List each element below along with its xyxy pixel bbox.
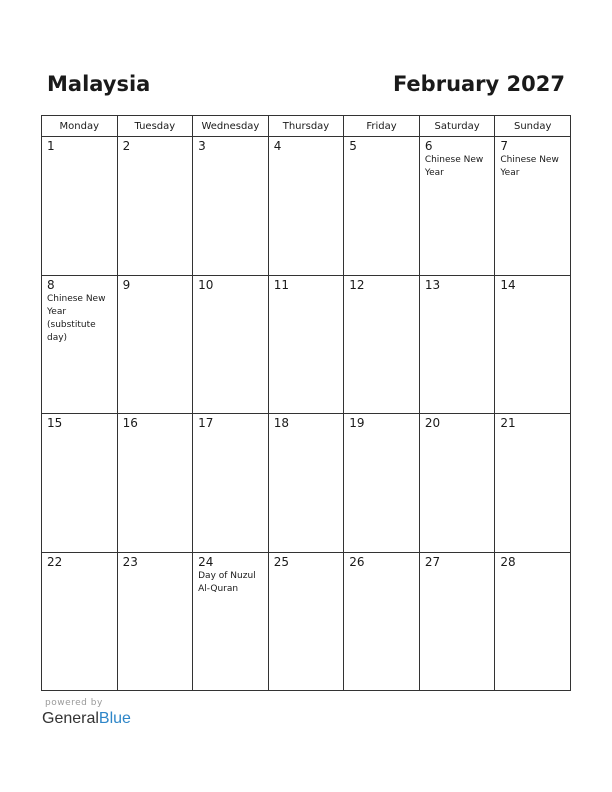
day-cell [117,275,193,414]
day-number: 24 [198,554,214,569]
day-cell [117,552,193,691]
weekday-header-friday: Friday [344,116,420,137]
day-number: 18 [273,416,289,430]
day-cell [42,414,118,553]
weekday-header-thursday: Thursday [268,116,344,137]
day-cell [344,552,420,691]
day-number: 12 [349,277,365,292]
day-cell [344,414,420,553]
day-number: 23 [122,554,138,569]
day-cell [495,414,571,553]
day-number: 22 [47,554,63,569]
day-cell [193,137,269,276]
day-cell [495,552,571,691]
day-cell [419,552,495,691]
day-number: 21 [500,416,516,430]
day-cell [42,275,118,414]
day-cell [117,414,193,553]
day-number: 14 [500,277,516,292]
day-number: 11 [273,277,289,292]
weekday-header-wednesday: Wednesday [193,116,269,137]
holiday-label: Chinese New Year (substitute day) [47,293,106,343]
day-cell [419,275,495,414]
day-number: 19 [349,416,365,430]
day-number: 5 [349,139,357,153]
powered-by-label: powered by [45,698,103,708]
day-number: 10 [198,277,214,292]
day-cell [117,137,193,276]
day-number: 25 [273,554,289,569]
day-number: 2 [122,139,131,153]
day-number: 1 [47,139,55,153]
weekday-header-tuesday: Tuesday [117,116,193,137]
day-cell [268,275,344,414]
brand-text-general: General [42,710,99,727]
day-cell [495,275,571,414]
day-number: 20 [424,416,441,430]
day-cell [419,137,495,276]
day-number: 8 [47,277,55,292]
day-cell [268,137,344,276]
week-row-1 [42,137,571,276]
country-title: Malaysia [47,72,151,96]
day-number: 7 [500,139,509,153]
day-cell [495,137,571,276]
holiday-label: Chinese New Year [424,155,484,178]
day-number: 26 [349,554,365,569]
day-number: 9 [122,277,131,292]
day-cell [344,137,420,276]
day-number: 16 [122,416,138,430]
day-cell [193,414,269,553]
week-row-4 [42,552,571,691]
day-cell [42,552,118,691]
brand-text-blue: Blue [98,710,131,727]
week-row-3 [42,414,571,553]
week-row-2 [42,275,571,414]
month-year-title: February 2027 [392,72,565,96]
weekday-header-saturday: Saturday [419,116,495,137]
day-cell [419,414,495,553]
day-number: 13 [424,277,441,292]
day-number: 6 [424,139,433,153]
day-cell [42,137,118,276]
day-number: 27 [424,554,441,569]
weekday-header-sunday: Sunday [495,116,571,137]
day-number: 17 [198,416,214,430]
weekday-header-row [42,116,571,137]
weekday-header-monday: Monday [42,116,118,137]
day-number: 3 [198,139,206,153]
day-cell [268,414,344,553]
day-number: 28 [500,554,516,569]
day-cell [193,275,269,414]
day-cell [193,552,269,691]
holiday-label: Day of Nuzul Al-Quran [198,570,256,594]
day-cell [268,552,344,691]
day-number: 4 [273,139,282,153]
holiday-label: Chinese New Year [500,155,559,178]
calendar-grid [41,115,571,691]
generalblue-logo[interactable] [42,710,131,728]
day-cell [344,275,420,414]
day-number: 15 [47,416,63,430]
